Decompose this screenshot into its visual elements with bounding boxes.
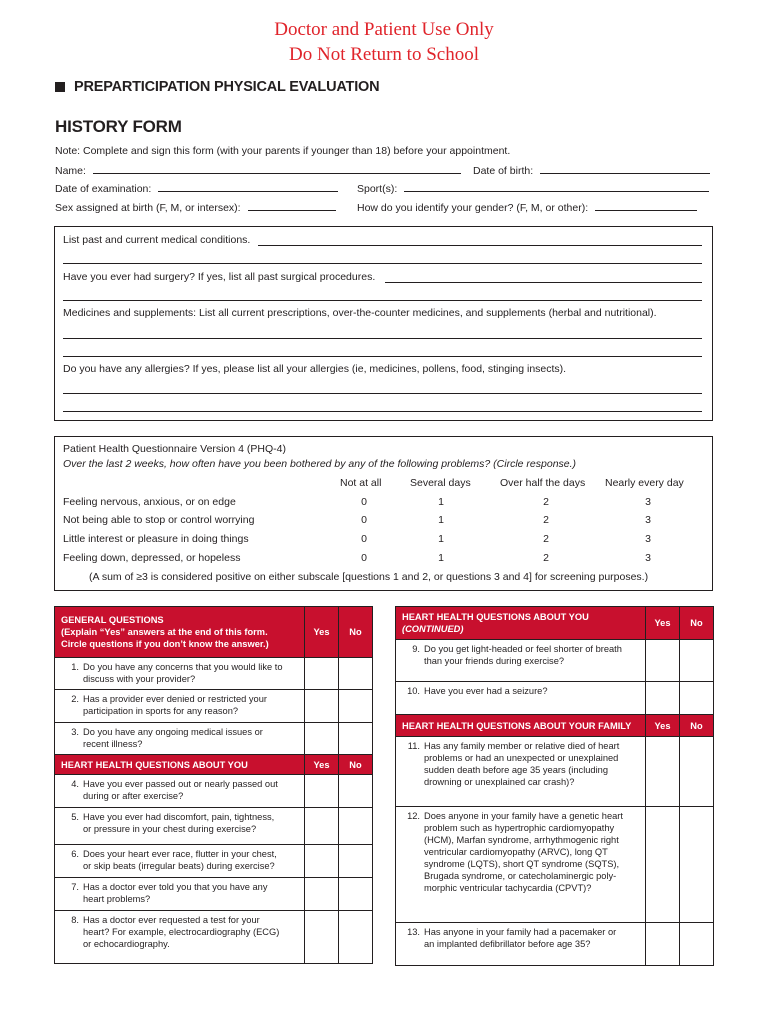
question-line: Does your heart ever race, flutter in your chest, xyxy=(83,849,277,859)
phq4-footnote: (A sum of ≥3 is considered positive on either subscale [questions 1 and 2, or questions 3 and 4] for screening purposes.) xyxy=(89,571,649,583)
heart-you-heading: HEART HEALTH QUESTIONS ABOUT YOU xyxy=(55,755,305,775)
question-number: 3. xyxy=(71,727,79,737)
disclaimer-line-1: Doctor and Patient Use Only xyxy=(274,19,494,40)
question-row xyxy=(55,878,373,911)
yes-checkbox[interactable] xyxy=(305,845,339,878)
question-number: 12. xyxy=(407,811,420,821)
yes-column-header: Yes xyxy=(305,607,339,658)
phq4-response[interactable]: 2 xyxy=(543,552,549,564)
yes-checkbox[interactable] xyxy=(305,911,339,964)
no-checkbox[interactable] xyxy=(339,723,373,755)
surgery-line[interactable] xyxy=(385,282,702,283)
question-number: 10. xyxy=(407,686,420,696)
question-line: Has anyone in your family had a pacemaker or xyxy=(424,927,617,937)
yes-checkbox[interactable] xyxy=(646,923,680,966)
heart-you-header xyxy=(55,755,373,775)
question-line: (HCM), Marfan syndrome, arrhythmogenic right xyxy=(424,835,619,845)
phq4-response[interactable]: 2 xyxy=(543,514,549,526)
question-number: 13. xyxy=(407,927,420,937)
question-line: Has a doctor ever requested a test for your xyxy=(83,915,260,925)
conditions-line[interactable] xyxy=(63,263,702,264)
question-row xyxy=(55,808,373,845)
question-number: 4. xyxy=(71,779,79,789)
no-checkbox[interactable] xyxy=(680,737,714,807)
section-title xyxy=(55,79,379,95)
question-line: Do you have any ongoing medical issues or xyxy=(83,727,263,737)
question-line: Has any family member or relative died of heart xyxy=(424,741,620,751)
sports-label: Sport(s): xyxy=(357,183,398,195)
dob-input-line[interactable] xyxy=(540,163,710,174)
heading-line: HEART HEALTH QUESTIONS ABOUT YOU xyxy=(402,612,589,622)
no-checkbox[interactable] xyxy=(339,845,373,878)
question-text xyxy=(55,690,305,723)
question-number: 6. xyxy=(71,849,79,859)
phq4-response[interactable]: 0 xyxy=(361,496,367,508)
surgery-line[interactable] xyxy=(63,300,702,301)
phq4-response[interactable]: 1 xyxy=(438,533,444,545)
question-row xyxy=(396,682,714,715)
medicines-line[interactable] xyxy=(63,338,702,339)
question-line: during or after exercise? xyxy=(83,791,184,801)
heart-you-cont-header xyxy=(396,607,714,640)
question-row xyxy=(55,775,373,808)
question-line: or pressure in your chest during exercise? xyxy=(83,824,257,834)
yes-checkbox[interactable] xyxy=(646,807,680,923)
general-heading-line: (Explain “Yes” answers at the end of this form. xyxy=(61,627,268,637)
question-number: 5. xyxy=(71,812,79,822)
yes-column-header: Yes xyxy=(305,755,339,775)
phq4-response[interactable]: 3 xyxy=(645,514,651,526)
question-line: recent illness? xyxy=(83,739,143,749)
phq4-row-label: Feeling down, depressed, or hopeless xyxy=(63,552,241,564)
question-line: or echocardiography. xyxy=(83,939,170,949)
question-text xyxy=(55,878,305,911)
question-line: heart? For example, electrocardiography (ECG) xyxy=(83,927,280,937)
question-line: discuss with your provider? xyxy=(83,674,196,684)
sex-label: Sex assigned at birth (F, M, or intersex): xyxy=(55,202,241,214)
general-questions-header xyxy=(55,607,373,658)
exam-date-label: Date of examination: xyxy=(55,183,152,195)
medicines-question: Medicines and supplements: List all current prescriptions, over-the-counter medicines, and supplements (herbal and nutritional). xyxy=(63,307,657,319)
yes-checkbox[interactable] xyxy=(646,682,680,715)
phq4-title: Patient Health Questionnaire Version 4 (PHQ-4) xyxy=(63,443,286,455)
phq4-response[interactable]: 2 xyxy=(543,533,549,545)
question-row xyxy=(396,737,714,807)
no-checkbox[interactable] xyxy=(339,690,373,723)
question-line: participation in sports for any reason? xyxy=(83,706,239,716)
phq4-response[interactable]: 1 xyxy=(438,552,444,564)
exam-date-field xyxy=(55,181,338,196)
no-column-header: No xyxy=(339,755,373,775)
general-heading-line: Circle questions if you don’t know the answer.) xyxy=(61,639,269,649)
phq4-response[interactable]: 3 xyxy=(645,552,651,564)
phq4-response[interactable]: 0 xyxy=(361,552,367,564)
question-text xyxy=(55,911,305,964)
no-checkbox[interactable] xyxy=(680,682,714,715)
no-column-header: No xyxy=(680,715,714,737)
phq4-response[interactable]: 2 xyxy=(543,496,549,508)
question-line: heart problems? xyxy=(83,894,151,904)
yes-column-header: Yes xyxy=(646,715,680,737)
question-row xyxy=(396,807,714,923)
question-line: than your friends during exercise? xyxy=(424,656,565,666)
allergies-line[interactable] xyxy=(63,411,702,412)
phq4-response[interactable]: 0 xyxy=(361,533,367,545)
question-row xyxy=(55,658,373,690)
question-line: or skip beats (irregular beats) during exercise? xyxy=(83,861,275,871)
question-line: an implanted defibrillator before age 35? xyxy=(424,939,591,949)
heart-questions-continued-table xyxy=(395,606,714,966)
phq4-response[interactable]: 0 xyxy=(361,514,367,526)
question-text xyxy=(55,775,305,808)
section-title-text: PREPARTICIPATION PHYSICAL EVALUATION xyxy=(74,79,380,95)
question-number: 11. xyxy=(407,741,420,751)
allergies-question: Do you have any allergies? If yes, please list all your allergies (ie, medicines, pollens, food, stinging insects). xyxy=(63,363,567,375)
question-row xyxy=(396,923,714,966)
phq4-response[interactable]: 1 xyxy=(438,514,444,526)
phq4-row-label: Not being able to stop or control worrying xyxy=(63,514,255,526)
heart-family-header xyxy=(396,715,714,737)
question-line: Has a doctor ever told you that you have any xyxy=(83,882,268,892)
question-number: 9. xyxy=(412,644,420,654)
question-text xyxy=(396,807,646,923)
heart-you-cont-heading xyxy=(396,607,646,640)
sports-field xyxy=(357,181,709,196)
dob-label: Date of birth: xyxy=(473,165,534,177)
gender-field xyxy=(357,200,697,215)
yes-checkbox[interactable] xyxy=(305,878,339,911)
question-row xyxy=(55,723,373,755)
general-heading-line: GENERAL QUESTIONS xyxy=(61,615,164,625)
question-line: Does anyone in your family have a genetic heart xyxy=(424,811,623,821)
question-text xyxy=(55,808,305,845)
question-text xyxy=(396,923,646,966)
yes-column-header: Yes xyxy=(646,607,680,640)
question-line: Have you ever had discomfort, pain, tightness, xyxy=(83,812,275,822)
question-text xyxy=(396,737,646,807)
phq4-col-header: Over half the days xyxy=(500,477,586,489)
question-line: Brugada syndrome, or catecholaminergic poly- xyxy=(424,871,617,881)
question-number: 2. xyxy=(71,694,79,704)
general-questions-heading xyxy=(55,607,305,658)
phq4-col-header: Several days xyxy=(410,477,471,489)
no-checkbox[interactable] xyxy=(339,658,373,690)
sex-field xyxy=(55,200,336,215)
sex-input-line[interactable] xyxy=(248,200,336,211)
name-field xyxy=(55,163,461,178)
allergies-line[interactable] xyxy=(63,393,702,394)
no-checkbox[interactable] xyxy=(339,878,373,911)
square-bullet-icon xyxy=(55,82,65,92)
question-row xyxy=(55,845,373,878)
question-text xyxy=(396,682,646,715)
question-text xyxy=(55,845,305,878)
surgery-question: Have you ever had surgery? If yes, list all past surgical procedures. xyxy=(63,271,376,283)
yes-checkbox[interactable] xyxy=(305,658,339,690)
conditions-question: List past and current medical conditions. xyxy=(63,234,251,246)
question-line: problems or had an unexpected or unexplained xyxy=(424,753,619,763)
sports-input-line[interactable] xyxy=(404,181,709,192)
general-heart-questions-table xyxy=(54,606,373,964)
disclaimer-line-2: Do Not Return to School xyxy=(289,44,479,65)
phq4-response[interactable]: 3 xyxy=(645,496,651,508)
gender-input-line[interactable] xyxy=(595,200,697,211)
yes-checkbox[interactable] xyxy=(305,690,339,723)
instructions-note: Note: Complete and sign this form (with your parents if younger than 18) before your appointment. xyxy=(55,145,511,157)
question-number: 8. xyxy=(71,915,79,925)
no-checkbox[interactable] xyxy=(339,775,373,808)
medical-history-box xyxy=(54,226,713,421)
question-line: Do you get light-headed or feel shorter of breath xyxy=(424,644,622,654)
yes-checkbox[interactable] xyxy=(305,808,339,845)
question-row xyxy=(55,690,373,723)
name-input-line[interactable] xyxy=(93,163,461,174)
question-line: problem such as hypertrophic cardiomyopathy xyxy=(424,823,615,833)
question-line: syndrome (LQTS), short QT syndrome (SQTS), xyxy=(424,859,620,869)
phq4-col-header: Not at all xyxy=(340,477,382,489)
yes-checkbox[interactable] xyxy=(646,640,680,682)
no-column-header: No xyxy=(339,607,373,658)
question-line: Has a provider ever denied or restricted your xyxy=(83,694,267,704)
heading-line: (CONTINUED) xyxy=(402,624,464,634)
phq4-instruction: Over the last 2 weeks, how often have you been bothered by any of the following problems? (Circle response.) xyxy=(63,458,577,470)
question-line: morphic ventricular tachycardia (CPVT)? xyxy=(424,883,592,893)
question-number: 7. xyxy=(71,882,79,892)
dob-field xyxy=(473,163,710,178)
name-label: Name: xyxy=(55,165,86,177)
gender-label: How do you identify your gender? (F, M, or other): xyxy=(357,202,589,214)
question-line: Do you have any concerns that you would like to xyxy=(83,662,283,672)
question-line: ventricular cardiomyopathy (ARVC), long QT xyxy=(424,847,608,857)
question-line: sudden death before age 35 years (including xyxy=(424,765,609,775)
no-checkbox[interactable] xyxy=(680,923,714,966)
phq4-response[interactable]: 3 xyxy=(645,533,651,545)
phq4-row-label: Little interest or pleasure in doing things xyxy=(63,533,249,545)
no-checkbox[interactable] xyxy=(680,640,714,682)
yes-checkbox[interactable] xyxy=(646,737,680,807)
question-number: 1. xyxy=(71,662,79,672)
question-row xyxy=(55,911,373,964)
question-line: Have you ever passed out or nearly passed out xyxy=(83,779,278,789)
question-text xyxy=(55,658,305,690)
question-line: Have you ever had a seizure? xyxy=(424,686,548,696)
phq4-response[interactable]: 1 xyxy=(438,496,444,508)
yes-checkbox[interactable] xyxy=(305,775,339,808)
yes-checkbox[interactable] xyxy=(305,723,339,755)
question-line: drowning or unexplained car crash)? xyxy=(424,777,575,787)
phq4-row-label: Feeling nervous, anxious, or on edge xyxy=(63,496,236,508)
no-checkbox[interactable] xyxy=(339,808,373,845)
exam-date-input-line[interactable] xyxy=(158,181,338,192)
question-row xyxy=(396,640,714,682)
question-text xyxy=(55,723,305,755)
no-column-header: No xyxy=(680,607,714,640)
medicines-line[interactable] xyxy=(63,356,702,357)
conditions-line[interactable] xyxy=(258,245,702,246)
phq4-col-header: Nearly every day xyxy=(605,477,684,489)
no-checkbox[interactable] xyxy=(680,807,714,923)
no-checkbox[interactable] xyxy=(339,911,373,964)
heart-family-heading: HEART HEALTH QUESTIONS ABOUT YOUR FAMILY xyxy=(396,715,646,737)
question-text xyxy=(396,640,646,682)
form-title: HISTORY FORM xyxy=(55,117,182,136)
